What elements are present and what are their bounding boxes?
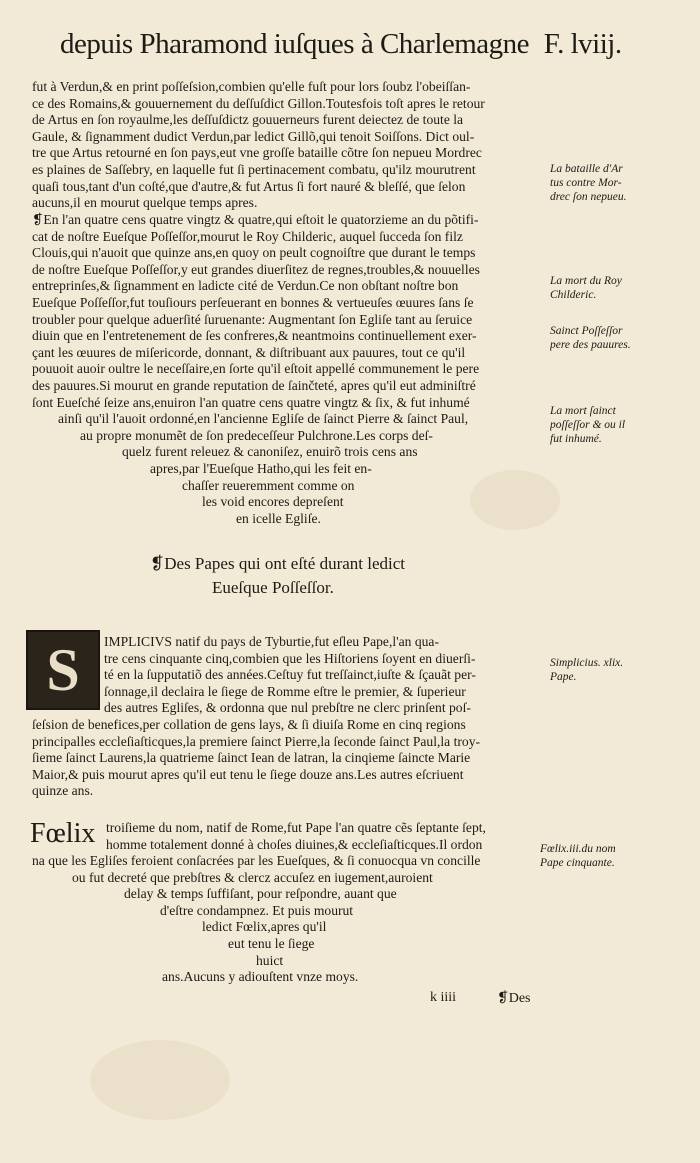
note-line: Simplicius. xlix. (550, 657, 624, 669)
text-line: Eueſque Poſſeſſor,fut touſiours perſeuerant en bonnes & vertueuſes œuures ſans ſe (32, 294, 474, 310)
text-line: quaſi tous,tant d'un coſté,que d'autre,& fut Artus ſi fort nauré & bleſſé, que ſelon (32, 178, 466, 194)
paragraph-simplicius-top (104, 634, 540, 717)
text-line: cat de noſtre Eueſque Poſſeſſor,mourut le Roy Childeric, auquel ſucceda ſon filz (32, 228, 463, 244)
text-line: es plaines de Saſſebry, en laquelle fut ſi pertinacement combatu, qu'ilz mourutrent (32, 161, 476, 177)
text-line: des pauures.Si mourut en grande reputation de ſainčteté, apres qu'il eut adminiſtré (32, 377, 476, 393)
text-line: ou fut decreté que prebſtres & clercz accuſez en iugement,auroient (72, 869, 433, 885)
text-line: quelz furent releuez & canoniſez, enuirõ trois cens ans (122, 444, 418, 460)
text-line: ainſi qu'il l'auoit ordonné,en l'ancienne Egliſe de ſainct Pierre & ſainct Paul, (58, 411, 469, 427)
paragraph-foelix-bottom (32, 853, 538, 986)
text-line: ſont Eueſché ſeize ans,enuiron l'an quatre cens quatre vingtz & ſix, & fut inhumé (32, 394, 470, 410)
text-line: de noſtre Eueſque Poſſeſſor,y eut grandes diuerſitez de regnes,troubles,& nouuelles (32, 261, 480, 277)
text-line: principalles eccleſiaſticques,la premiere ſainct Pierre,la ſeconde ſainct Paul,la troy- (32, 733, 481, 749)
paragraph-foelix-top (106, 820, 540, 853)
margin-note-simplicius (550, 656, 680, 684)
text-line: ❡En l'an quatre cens quatre vingtz & quatre,qui eſtoit le quatorzieme an du põtifi- (32, 212, 479, 227)
note-line: drec ſon nepueu. (550, 191, 627, 203)
paragraph-possessor (32, 212, 538, 527)
paper-stain (90, 1040, 230, 1120)
text-line: Clouis,qui n'auoit que quinze ans,en quoy on peult cognoiſtre que durant le temps (32, 245, 476, 261)
text-line: eut tenu le ſiege (228, 935, 315, 951)
text-line: les void encores depreſent (202, 494, 344, 510)
note-line: tus contre Mor- (550, 177, 622, 189)
text-line: IMPLICIVS natif du pays de Tyburtie,fut eſleu Pape,l'an qua- (104, 634, 439, 649)
text-line: ſieme ſainct Laurens,la quatrieme ſainct Iean de latran, la cinqieme ſaincte Marie (32, 750, 471, 766)
folio-number: F. lviij. (543, 28, 622, 60)
margin-note-childeric (550, 274, 680, 302)
text-line: ce des Romains,& gouuernement du deſſuſdict Gillon.Toutesfois toſt apres le retour (32, 95, 485, 111)
text-line: té en la ſupputatiõ des années.Ceſtuy fut treſſainct,iuſte & ſçauãt per- (104, 667, 476, 683)
text-line: au propre monumẽt de ſon predeceſſeur Pulchrone.Les corps deſ- (80, 427, 433, 443)
note-line: poſſeſſor & ou il (550, 419, 626, 431)
paragraph-artus (32, 79, 538, 212)
dropcap-letter: S (46, 637, 80, 703)
running-header (60, 28, 640, 61)
heading-line: ❡Des Papes qui ont eſté durant ledict (150, 554, 406, 573)
margin-note-possessor (550, 324, 680, 352)
text-line: tre cens cinquante cinq,combien que les Hiſtoriens ſoyent en diuerſi- (104, 650, 476, 666)
text-line: troiſieme du nom, natif de Rome,fut Pape l'an quatre cẽs ſeptante ſept, (106, 820, 486, 835)
text-line: entreprinſes,& ſignamment en ladicte cité de Verdun.Ce non obſtant noſtre bon (32, 278, 459, 294)
text-line: na que les Egliſes feroient conſacrées par les Eueſques, & ſi conuocqua vn concille (32, 853, 481, 868)
paragraph-simplicius-bottom (32, 717, 538, 800)
text-line: en icelle Egliſe. (236, 510, 321, 526)
text-line: chaſſer reueremment comme on (182, 477, 355, 493)
heading-line: Eueſque Poſſeſſor. (212, 578, 334, 597)
text-line: diuin que en l'entretenement de ſes confreres,& neantmoins continuellement exer- (32, 328, 477, 344)
signature-mark: k iiii (430, 990, 457, 1005)
note-line: Fœlix.iii.du nom (540, 843, 616, 855)
margin-note-death (550, 404, 680, 446)
text-line: ans.Aucuns y adiouſtent vnze moys. (162, 969, 359, 985)
text-line: homme totalement donné à choſes diuines,& eccleſiaſticques.Il ordon (106, 836, 483, 852)
text-line: des autres Egliſes, & ordonna que nul prebſtre ne clerc prinſent poſ- (104, 700, 471, 716)
text-line: ſonnage,il declaira le ſiege de Romme eſtre le premier, & ſuperieur (104, 683, 466, 699)
note-line: Pape cinquante. (540, 857, 615, 869)
catchword: ❡Des (497, 991, 531, 1006)
text-line: apres,par l'Eueſque Hatho,qui les feit en- (150, 460, 372, 476)
margin-note-foelix (540, 842, 670, 870)
text-line: huict (256, 952, 284, 968)
note-line: pere des pauures. (550, 339, 631, 351)
text-line: ledict Fœlix,apres qu'il (202, 919, 327, 935)
note-line: La mort ſainct (550, 405, 616, 417)
text-line: aucuns,il en mourut quelque temps apres. (32, 195, 258, 211)
text-line: quinze ans. (32, 783, 94, 799)
text-line: de Artus en ſon royaulme,les deſſuſdictz gouuerneurs furent deiectez de toute la (32, 112, 464, 128)
text-line: pouuoit auoir oultre le neceſſaire,en ſorte qu'il eſtoit appellé communement le pere (32, 361, 480, 377)
text-line: tre que Artus retourné en ſon pays,eut vne groſſe bataille cõtre ſon nepueu Mordrec (32, 145, 482, 161)
text-line: ſeſsion de benefices,per collation de gens lays, & ſi diuiſa Rome en cinq regions (32, 717, 466, 732)
text-line: Gaule, & ſignamment dudict Verdun,par ledict Gillõ,qui tenoit Soiſſons. Dict oul- (32, 128, 475, 144)
note-line: Pape. (550, 671, 577, 683)
foelix-initial-word: Fœlix (30, 818, 96, 849)
note-line: fut inhumé. (550, 433, 602, 445)
note-line: La mort du Roy (550, 275, 622, 287)
running-title: depuis Pharamond iuſques à Charlemagne (60, 28, 530, 60)
note-line: Sainct Poſſeſſor (550, 325, 623, 337)
margin-note-battle (550, 162, 680, 204)
note-line: Childeric. (550, 289, 597, 301)
text-line: delay & temps ſuffiſant, pour reſpondre, auant que (124, 886, 397, 902)
text-line: Maior,& puis mourut apres qu'il eut tenu le ſiege douze ans.Les autres eſcriuent (32, 766, 464, 782)
text-line: troubler pour quelque aduerſité ſuruenante: Augmentant ſon Egliſe tant au ſeruice (32, 311, 473, 327)
text-line: fut à Verdun,& en print poſſeſsion,combien qu'elle fuſt pour lors ſoubz l'obeiſſan- (32, 79, 471, 94)
note-line: La bataille d'Ar (550, 163, 623, 175)
text-line: çant les œuures de miſericorde, donnant, & diſtribuant aux pauures, tout ce qu'il (32, 344, 466, 360)
section-heading (150, 552, 405, 600)
ornamental-initial (26, 630, 100, 710)
text-line: d'eſtre condampnez. Et puis mourut (160, 902, 354, 918)
